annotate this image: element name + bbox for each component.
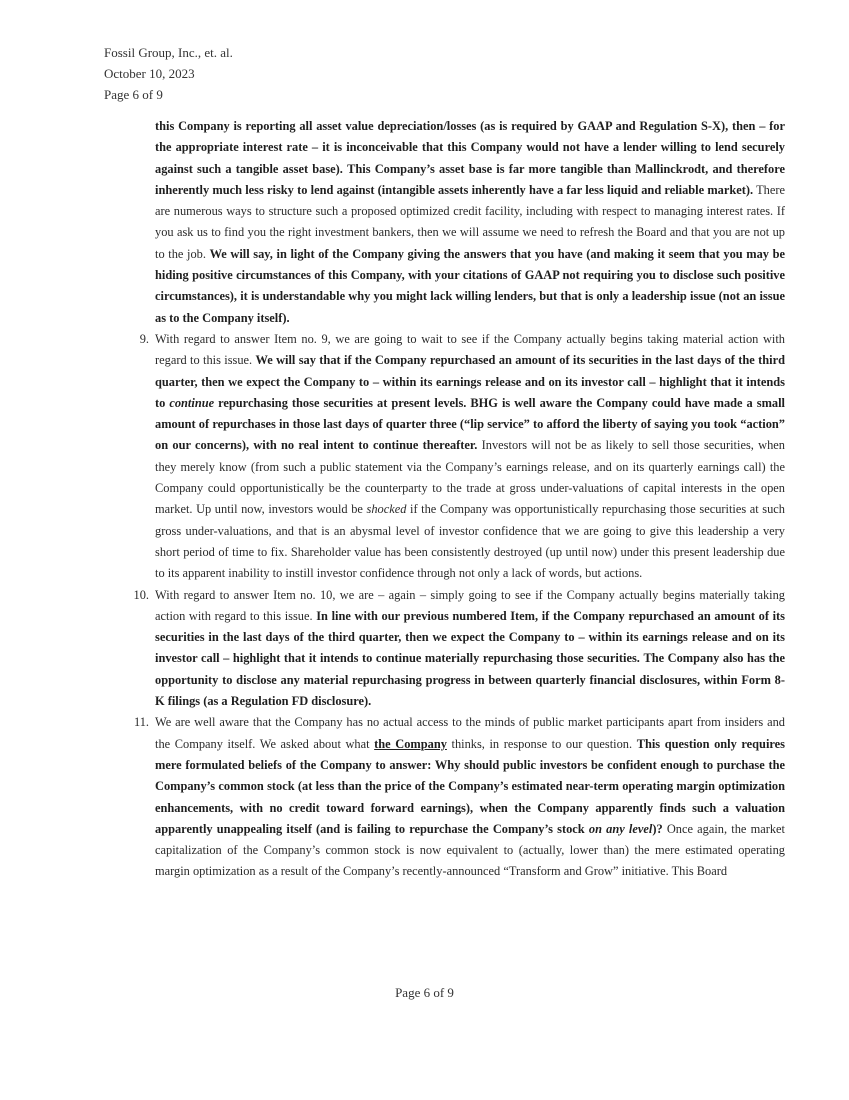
bold-italic-text: on any level — [588, 821, 653, 836]
numbered-item-11 — [133, 712, 785, 882]
item-number: 9. — [139, 331, 149, 346]
text-run: Investors will not be as likely to sell those securities, when they merely know (from such a public statement via the Company’s earnings release, and on its quarterly earnings call) the Company could opportunistically be the counterparty to the trade at gross under-valuations of capital interests in the open market. Up until now, investors would be — [155, 438, 785, 517]
bold-text: We will say that if the Company repurchased an amount of its securities in the last days of the third quarter, then we expect the Company to – within its earnings release and on its investor call – highlight that it intends to — [155, 353, 785, 410]
bold-text: This question only requires mere formulated beliefs of the Company to answer: Why should public investors be confident enough to purchase the Company’s common stock (at less than the price of the Company’s estimated near-term operating margin optimization enhancements, with no credit toward forward earnings), when the Company apparently finds such a valuation apparently unappealing itself (and is failing to repurchase the Company’s stock — [155, 736, 785, 836]
bold-text: In line with our previous numbered Item, if the Company repurchased an amount of its securities in the last days of the third quarter, then we expect the Company to – within its earnings release and on its investor call – highlight that it intends to continue materially repurchasing those securities. — [155, 608, 786, 666]
text-run: There are numerous ways to structure such a proposed optimized credit facility, including with respect to managing interest rates. If you ask us to find you the right investment bankers, then we will assume we need to refresh the Board and that you are not up to the job. — [155, 182, 786, 261]
letter-body — [133, 116, 786, 883]
bold-italic-text: continue — [169, 395, 215, 410]
text-run: thinks, in response to our question. — [446, 736, 637, 751]
text-run: if the Company was opportunistically repurchasing those securities at such gross under-valuations, and that is an abysmal level of investor confidence that we are going to give this leadership a very short period of time to fix. Shareholder value has been consistently destroyed (up until now) under this present leadership due to its apparent inability to instill investor confidence through not only a lack of words, but actions. — [155, 502, 785, 581]
bold-text: this Company is reporting all asset value depreciation/losses (as is required by GAAP and Regulation S-X), then – for the appropriate interest rate – it is inconceivable that this Company would not have a lender willing to lend securely against such a tangible asset base). — [155, 119, 785, 176]
bold-text: We will say, in light of the Company giving the answers that you have (and making it seem that you may be hiding positive circumstances of this Company, with your citations of GAAP not requiring you to disclose such positive circumstances), it is understandable why you might lack willing lenders, but that is only a leadership issue (not an issue as to the Company itself). — [155, 246, 785, 325]
text-run: Once again, the market capitalization of the Company’s common stock is now equivalent to (actually, lower than) the mere estimated operating margin optimization as a result of the Company’s recently-announced “Transform and Grow” initiative. This Board — [155, 821, 785, 879]
bold-text: BHG is well aware the Company could have made a small amount of repurchases in those last days of quarter three (“lip service” to afford the liberty of saying you took “action” on our concerns), with no real intent to continue thereafter. — [155, 395, 785, 453]
continued-paragraph — [155, 116, 785, 329]
letter-header — [104, 42, 233, 105]
text-run: With regard to answer Item no. 10, we are – again – simply going to see if the Company actually begins materially taking action with regard to this issue. — [155, 587, 785, 623]
italic-text: shocked — [366, 502, 407, 517]
numbered-item-9 — [139, 329, 785, 585]
item-number: 11. — [133, 715, 149, 730]
bold-text: repurchasing those securities at present levels. — [214, 395, 467, 410]
header-page-number: Page 6 of 9 — [104, 87, 163, 102]
header-date: October 10, 2023 — [104, 66, 195, 81]
bold-text: The Company also has the opportunity to disclose any material repurchasing progress in between quarterly financial disclosures, within Form 8-K filings (as a Regulation FD disclosure). — [155, 651, 786, 709]
numbered-item-10 — [133, 585, 786, 713]
page-footer — [0, 985, 849, 1001]
item-number: 10. — [133, 587, 149, 602]
underlined-text: the Company — [374, 736, 447, 751]
footer-page-number: Page 6 of 9 — [395, 985, 454, 1000]
header-company: Fossil Group, Inc., et. al. — [104, 45, 233, 60]
bold-text: This Company’s asset base is far more tangible than Mallinckrodt, and therefore inherently much less risky to lend against (intangible assets inherently have a far less liquid and reliable market). — [155, 161, 786, 197]
text-run: We are well aware that the Company has no actual access to the minds of public market participants apart from insiders and the Company itself. We asked about what — [155, 715, 785, 751]
text-run: With regard to answer Item no. 9, we are going to wait to see if the Company actually begins taking material action with regard to this issue. — [155, 331, 785, 368]
bold-text: )? — [652, 821, 663, 836]
